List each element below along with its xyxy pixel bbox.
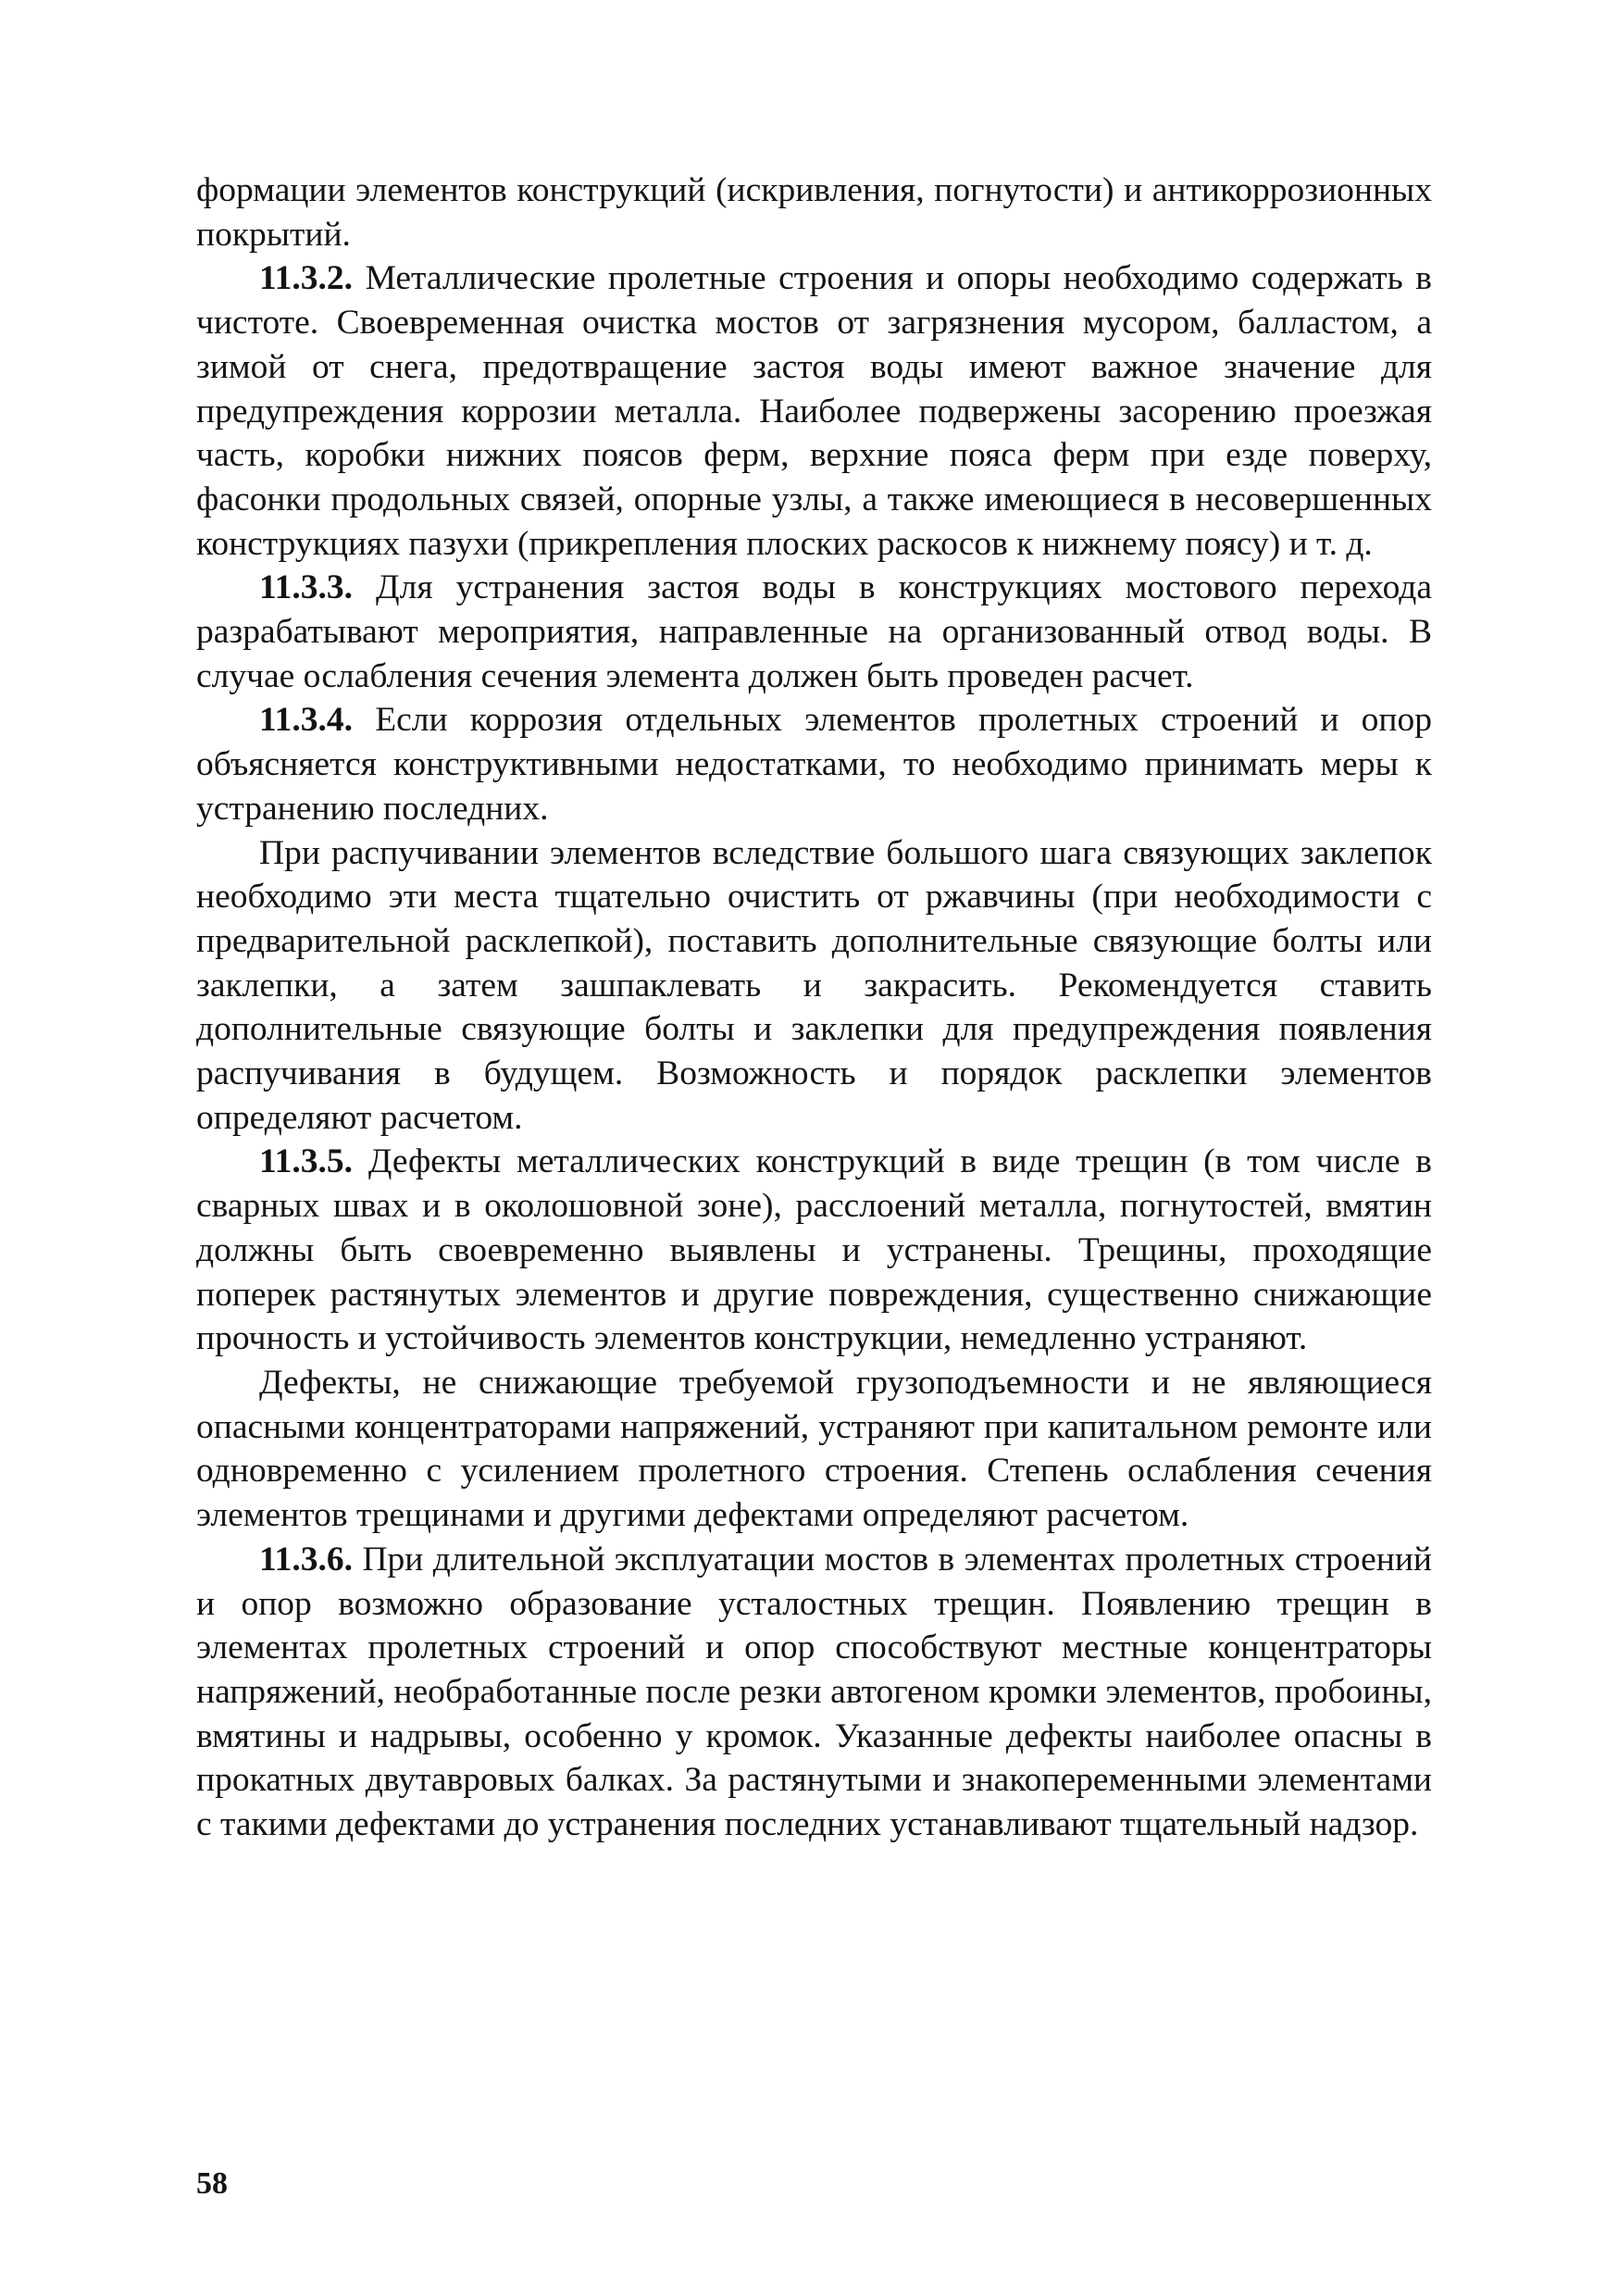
paragraph-11-3-6 bbox=[196, 1538, 1432, 1847]
clause-number: 11.3.3. bbox=[259, 568, 354, 607]
clause-number: 11.3.6. bbox=[259, 1540, 354, 1578]
paragraph-text: При длительной эксплуатации мостов в элементах пролетных строений и опор возможно образование усталостных трещин. Появлению трещин в элементах пролетных строений и опор способствуют местные концентраторы напряжений, необработанные после резки автогеном кромки элементов, пробоины, вмятины и надрывы, особенно у кромок. Указанные дефекты наиболее опасны в прокатных двутавровых балках. За растянутыми и знакопеременными элементами с такими дефектами до устранения последних устанавливают тщательный надзор. bbox=[196, 1540, 1432, 1844]
paragraph-text: Для устранения застоя воды в конструкциях мостового перехода разрабатывают мероприятия, направленные на организованный отвод воды. В случае ослабления сечения элемента должен быть проведен расчет. bbox=[196, 568, 1432, 695]
paragraph-rivets bbox=[196, 831, 1432, 1141]
page-number: 58 bbox=[196, 2166, 228, 2201]
paragraph-11-3-5 bbox=[196, 1140, 1432, 1361]
paragraph-11-3-2 bbox=[196, 256, 1432, 566]
paragraph-text: Дефекты металлических конструкций в виде трещин (в том числе в сварных швах и в околошовной зоне), расслоений металла, погнутостей, вмятин должны быть своевременно выявлены и устранены. Трещины, проходящие поперек растянутых элементов и другие повреждения, существенно снижающие прочность и устойчивость элементов конструкции, немедленно устраняют. bbox=[196, 1142, 1432, 1358]
clause-number: 11.3.5. bbox=[259, 1142, 354, 1181]
clause-number: 11.3.4. bbox=[259, 701, 354, 740]
paragraph-text: При распучивании элементов вследствие большого шага связующих заклепок необходимо эти места тщательно очистить от ржавчины (при необходимости с предварительной расклепкой), поставить дополнительные связующие болты или заклепки, а затем зашпаклевать и закрасить. Рекомендуется ставить дополнительные связующие болты и заклепки для предупреждения появления распучивания в будущем. Возможность и порядок расклепки элементов определяют расчетом. bbox=[196, 833, 1432, 1137]
paragraph-11-3-4 bbox=[196, 698, 1432, 830]
paragraph-text: Металлические пролетные строения и опоры необходимо содержать в чистоте. Своевременная очистка мостов от загрязнения мусором, балластом, а зимой от снега, предотвращение застоя воды имеют важное значение для предупреждения коррозии металла. Наиболее подвержены засорению проезжая часть, коробки нижних поясов ферм, верхние пояса ферм при езде поверху, фасонки продольных связей, опорные узлы, а также имеющиеся в несовершенных конструкциях пазухи (прикрепления плоских раскосов к нижнему поясу) и т. д. bbox=[196, 259, 1432, 563]
paragraph-defects bbox=[196, 1361, 1432, 1538]
clause-number: 11.3.2. bbox=[259, 259, 354, 298]
paragraph-continuation: формации элементов конструкций (искривления, погнутости) и антикоррозионных покрытий. bbox=[196, 171, 1432, 254]
paragraph-text: Дефекты, не снижающие требуемой грузоподъемности и не являющиеся опасными концентраторами напряжений, устраняют при капитальном ремонте или одновременно с усилением пролетного строения. Степень ослабления сечения элементов трещинами и другими дефектами определяют расчетом. bbox=[196, 1363, 1432, 1535]
paragraph-text: Если коррозия отдельных элементов пролетных строений и опор объясняется конструктивными недостатками, то необходимо принимать меры к устранению последних. bbox=[196, 701, 1432, 828]
paragraph-11-3-3 bbox=[196, 566, 1432, 698]
body-text bbox=[196, 168, 1432, 1847]
